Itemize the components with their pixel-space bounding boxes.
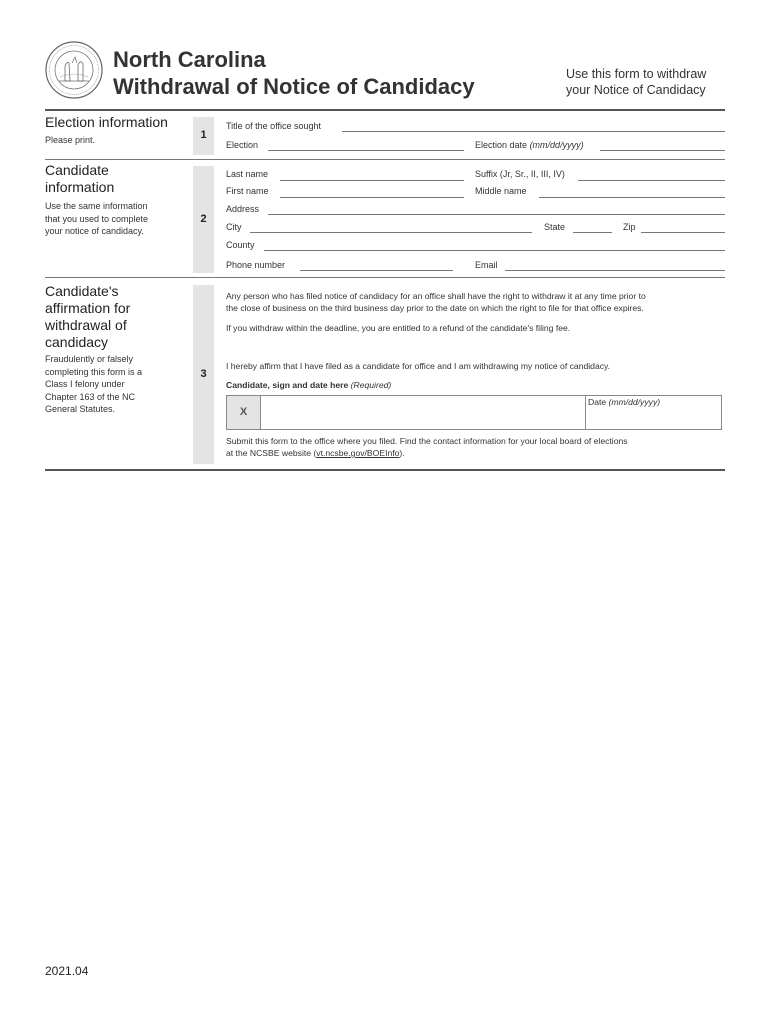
section-3-title-line1: Candidate's	[45, 283, 119, 299]
address-field[interactable]	[268, 214, 725, 215]
election-date-field[interactable]	[600, 150, 725, 151]
email-label: Email	[475, 260, 498, 270]
election-date-label	[475, 140, 584, 151]
signature-field[interactable]	[262, 396, 584, 429]
sign-instruction	[226, 379, 391, 391]
ncsbe-website-link[interactable]: vt.ncsbe.gov/BOEInfo	[316, 448, 400, 458]
office-title-field[interactable]	[342, 131, 725, 132]
section-2-title-line2: information	[45, 179, 115, 195]
form-title-line2: Withdrawal of Notice of Candidacy	[113, 74, 475, 99]
section-3-number: 3	[200, 368, 207, 380]
affirmation-statement: I hereby affirm that I have filed as a candidate for office and I am withdrawing my notice of candidacy.	[226, 361, 611, 371]
withdrawal-rule-line2: the close of business on the third business day prior to the date on which the right to file for that office expires.	[226, 303, 644, 313]
suffix-label: Suffix (Jr, Sr., II, III, IV)	[475, 169, 565, 179]
form-purpose-line1: Use this form to withdraw	[566, 67, 707, 81]
first-name-field[interactable]	[280, 197, 464, 198]
election-date-text: Election date	[475, 140, 528, 150]
section-3-note	[45, 353, 142, 416]
section-2-title-line1: Candidate	[45, 162, 109, 178]
section-1-note: Please print.	[45, 135, 96, 145]
first-name-label: First name	[226, 186, 269, 196]
last-name-field[interactable]	[280, 180, 464, 181]
section-3-title-line2: affirmation for	[45, 300, 131, 316]
section-2-number: 2	[200, 213, 207, 225]
submit-line2-prefix: at the NCSBE website (	[226, 448, 317, 458]
section-3-note-line2: completing this form is a	[45, 366, 143, 377]
divider-top	[45, 109, 725, 111]
divider-2	[45, 277, 725, 278]
section-2-title	[45, 162, 114, 196]
signature-x-marker: X	[227, 396, 261, 429]
city-field[interactable]	[250, 232, 532, 233]
address-label: Address	[226, 204, 260, 214]
submit-line2	[226, 447, 628, 459]
zip-field[interactable]	[641, 232, 725, 233]
city-label: City	[226, 222, 242, 232]
state-label: State	[544, 222, 566, 232]
date-format: (mm/dd/yyyy)	[608, 397, 661, 407]
zip-label: Zip	[623, 222, 636, 232]
withdrawal-rule-paragraph	[226, 290, 646, 314]
form-version: 2021.04	[45, 964, 89, 978]
submit-line2-suffix: ).	[399, 448, 405, 458]
county-label: County	[226, 240, 255, 250]
submit-instructions	[226, 435, 628, 459]
election-date-format: (mm/dd/yyyy)	[529, 140, 584, 150]
signature-date-field[interactable]	[585, 396, 721, 429]
election-label: Election	[226, 140, 259, 150]
sign-required: (Required)	[350, 380, 392, 390]
section-3-note-line5: General Statutes.	[45, 404, 116, 414]
state-field[interactable]	[573, 232, 612, 233]
section-1-number: 1	[200, 129, 207, 141]
section-3-title	[45, 283, 130, 351]
section-2-note-line2: that you used to complete	[45, 213, 149, 224]
section-1-number-bar	[193, 117, 214, 155]
section-3-note-line1: Fraudulently or falsely	[45, 354, 134, 364]
email-field[interactable]	[505, 270, 725, 271]
divider-1	[45, 159, 725, 160]
section-3-note-line4: Chapter 163 of the NC	[45, 391, 136, 402]
middle-name-field[interactable]	[539, 197, 725, 198]
section-3-number-bar	[193, 285, 214, 464]
middle-name-label: Middle name	[475, 186, 527, 196]
withdrawal-rule-line1: Any person who has filed notice of candidacy for an office shall have the right to withdraw it at any time prior to	[226, 291, 646, 301]
section-3-title-line4: candidacy	[45, 334, 109, 350]
form-purpose-note	[566, 66, 706, 98]
signature-box	[226, 395, 722, 430]
section-3-note-line3: Class I felony under	[45, 379, 125, 389]
county-field[interactable]	[264, 250, 725, 251]
divider-bottom	[45, 469, 725, 471]
office-title-label: Title of the office sought	[226, 121, 322, 131]
refund-paragraph: If you withdraw within the deadline, you are entitled to a refund of the candidate's filing fee.	[226, 323, 571, 333]
form-title-line1: North Carolina	[113, 47, 266, 72]
nc-state-seal-icon	[45, 41, 103, 99]
phone-field[interactable]	[300, 270, 453, 271]
submit-line1: Submit this form to the office where you filed. Find the contact information for your local board of elections	[226, 436, 628, 446]
section-2-note-line1: Use the same information	[45, 201, 148, 211]
last-name-label: Last name	[226, 169, 269, 179]
section-3-title-line3: withdrawal of	[45, 317, 127, 333]
section-2-note	[45, 200, 148, 238]
section-1-title: Election information	[45, 114, 168, 130]
date-label: Date	[588, 397, 607, 407]
form-title	[113, 46, 475, 100]
section-2-note-line3: your notice of candidacy.	[45, 226, 144, 236]
form-purpose-line2: your Notice of Candidacy	[566, 83, 706, 97]
phone-label: Phone number	[226, 260, 286, 270]
section-2-number-bar	[193, 166, 214, 273]
election-field[interactable]	[268, 150, 464, 151]
sign-label: Candidate, sign and date here	[226, 380, 349, 390]
suffix-field[interactable]	[578, 180, 725, 181]
